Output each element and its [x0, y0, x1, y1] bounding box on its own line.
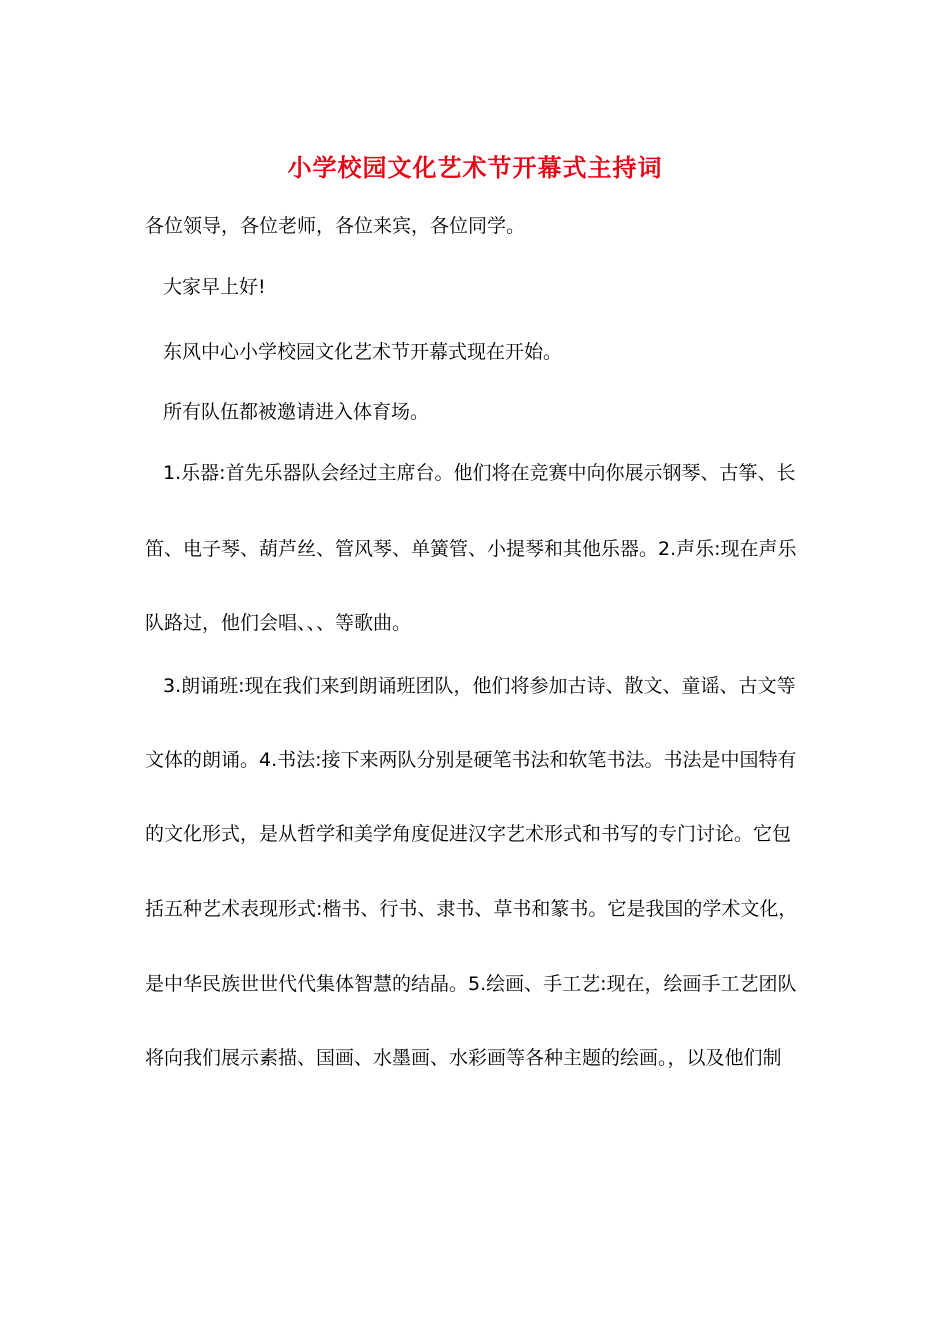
paragraph-line: 文体的朗诵。4.书法:接下来两队分别是硬笔书法和软笔书法。书法是中国特有 [145, 749, 797, 771]
greeting-line: 各位领导，各位老师，各位来宾，各位同学。 [145, 215, 526, 237]
paragraph-line: 将向我们展示素描、国画、水墨画、水彩画等各种主题的绘画。，以及他们制 [145, 1047, 782, 1069]
paragraph-line: 是中华民族世世代代集体智慧的结晶。5.绘画、手工艺:现在，绘画手工艺团队 [145, 973, 797, 995]
paragraph-line: 括五种艺术表现形式:楷书、行书、隶书、草书和篆书。它是我国的学术文化， [145, 898, 798, 920]
paragraph-line: 东风中心小学校园文化艺术节开幕式现在开始。 [163, 341, 563, 363]
paragraph-line: 队路过，他们会唱、、、等歌曲。 [145, 612, 412, 634]
paragraph-line: 笛、电子琴、葫芦丝、管风琴、单簧管、小提琴和其他乐器。2.声乐:现在声乐 [145, 538, 797, 560]
paragraph-line: 所有队伍都被邀请进入体育场。 [163, 401, 430, 423]
paragraph-line: 3.朗诵班:现在我们来到朗诵班团队，他们将参加古诗、散文、童谣、古文等 [163, 675, 796, 697]
document-title: 小学校园文化艺术节开幕式主持词 [287, 153, 663, 182]
paragraph-line: 的文化形式，是从哲学和美学角度促进汉字艺术形式和书写的专门讨论。它包 [145, 823, 792, 845]
paragraph-line: 1.乐器:首先乐器队会经过主席台。他们将在竞赛中向你展示钢琴、古筝、长 [163, 462, 796, 484]
paragraph-line: 大家早上好! [163, 276, 266, 298]
